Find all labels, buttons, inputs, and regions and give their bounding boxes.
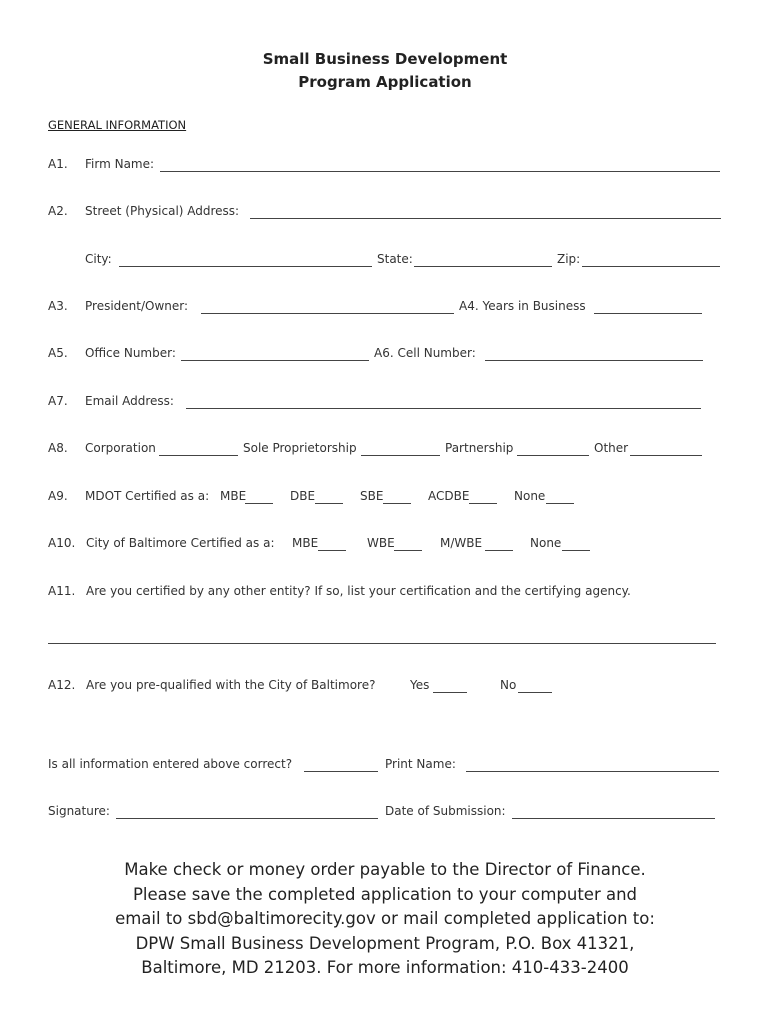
form-title-line-2: Program Application (298, 73, 472, 91)
signature-label: Signature: (48, 804, 110, 818)
field-number-a5: A5. (48, 346, 68, 360)
information-correct-label: Is all information entered above correct? (48, 757, 293, 771)
prequalified-yes-blank[interactable] (433, 678, 467, 693)
zip-label: Zip: (557, 252, 581, 266)
city-mwbe-blank[interactable] (485, 536, 513, 551)
row-a9 (0, 489, 770, 509)
other-certification-field[interactable] (48, 629, 716, 644)
city-none-blank[interactable] (562, 536, 590, 551)
instructions-line-4: DPW Small Business Development Program, P.O. Box 41321, (135, 933, 635, 953)
email-address-field[interactable] (186, 394, 701, 409)
sole-proprietorship-blank[interactable] (361, 441, 440, 456)
field-number-a8: A8. (48, 441, 68, 455)
mdot-mbe-blank[interactable] (245, 489, 273, 504)
partnership-label: Partnership (445, 441, 514, 455)
president-owner-label: President/Owner: (85, 299, 189, 313)
state-field[interactable] (414, 252, 552, 267)
row-a2 (0, 204, 770, 224)
city-mbe-blank[interactable] (318, 536, 346, 551)
field-number-a9: A9. (48, 489, 68, 503)
mdot-dbe-blank[interactable] (315, 489, 343, 504)
prequalified-question: Are you pre-qualified with the City of Baltimore? (86, 678, 376, 692)
street-address-field[interactable] (250, 204, 721, 219)
other-label: Other (594, 441, 629, 455)
instructions-line-1: Make check or money order payable to the Director of Finance. (124, 860, 646, 879)
field-number-a10: A10. (48, 536, 76, 550)
instructions-line-2: Please save the completed application to your computer and (132, 884, 638, 904)
submission-instructions (0, 858, 770, 981)
mdot-mbe-label: MBE (220, 489, 247, 503)
city-label: City: (85, 252, 112, 266)
row-a11 (0, 584, 770, 604)
field-number-a3: A3. (48, 299, 68, 313)
row-signature (0, 804, 770, 824)
mdot-certified-label: MDOT Certified as a: (85, 489, 210, 503)
form-title-line-1: Small Business Development (262, 50, 508, 68)
date-of-submission-field[interactable] (512, 804, 715, 819)
city-certified-label: City of Baltimore Certified as a: (86, 536, 275, 550)
office-number-field[interactable] (181, 346, 369, 361)
print-name-label: Print Name: (385, 757, 456, 771)
print-name-field[interactable] (466, 757, 719, 772)
field-number-a12: A12. (48, 678, 76, 692)
row-a5-a6 (0, 346, 770, 366)
section-heading-general-information: GENERAL INFORMATION (48, 118, 187, 132)
field-number-a2: A2. (48, 204, 68, 218)
years-in-business-field[interactable] (594, 299, 702, 314)
mdot-acdbe-label: ACDBE (428, 489, 470, 503)
prequalified-no-blank[interactable] (518, 678, 552, 693)
mdot-none-blank[interactable] (546, 489, 574, 504)
instructions-line-5: Baltimore, MD 21203. For more information: 410-433-2400 (141, 958, 629, 977)
cell-number-field[interactable] (485, 346, 703, 361)
city-field[interactable] (119, 252, 372, 267)
firm-name-label: Firm Name: (85, 157, 155, 171)
row-a12 (0, 678, 770, 698)
row-verification (0, 757, 770, 777)
partnership-blank[interactable] (517, 441, 589, 456)
row-city-state-zip (0, 252, 770, 272)
instructions-line-3: email to sbd@baltimorecity.gov or mail completed application to: (115, 909, 655, 928)
date-of-submission-label: Date of Submission: (385, 804, 506, 818)
field-number-a11: A11. (48, 584, 76, 598)
prequalified-yes-label: Yes (410, 678, 430, 692)
mdot-dbe-label: DBE (290, 489, 316, 503)
city-none-label: None (530, 536, 562, 550)
state-label: State: (377, 252, 413, 266)
field-number-a7: A7. (48, 394, 68, 408)
email-address-label: Email Address: (85, 394, 174, 408)
city-wbe-blank[interactable] (394, 536, 422, 551)
president-owner-field[interactable] (201, 299, 454, 314)
firm-name-field[interactable] (160, 157, 720, 172)
mdot-acdbe-blank[interactable] (469, 489, 497, 504)
mdot-sbe-blank[interactable] (383, 489, 411, 504)
field-number-a1: A1. (48, 157, 68, 171)
prequalified-no-label: No (500, 678, 517, 692)
signature-field[interactable] (116, 804, 378, 819)
corporation-label: Corporation (85, 441, 156, 455)
other-certification-question: Are you certified by any other entity? If so, list your certification and the certifying agency. (86, 584, 631, 598)
other-blank[interactable] (630, 441, 702, 456)
city-wbe-label: WBE (367, 536, 395, 550)
years-in-business-label: A4. Years in Business (459, 299, 586, 313)
office-number-label: Office Number: (85, 346, 176, 360)
mdot-none-label: None (514, 489, 546, 503)
row-a7 (0, 394, 770, 414)
row-a11-answer (0, 629, 770, 649)
row-a8 (0, 441, 770, 461)
city-mbe-label: MBE (292, 536, 319, 550)
mdot-sbe-label: SBE (360, 489, 384, 503)
information-correct-field[interactable] (304, 757, 378, 772)
row-a3-a4 (0, 299, 770, 319)
row-a1 (0, 157, 770, 177)
city-mwbe-label: M/WBE (440, 536, 483, 550)
street-address-label: Street (Physical) Address: (85, 204, 240, 218)
cell-number-label: A6. Cell Number: (374, 346, 476, 360)
sole-proprietorship-label: Sole Proprietorship (243, 441, 357, 455)
zip-field[interactable] (582, 252, 720, 267)
row-a10 (0, 536, 770, 556)
corporation-blank[interactable] (159, 441, 238, 456)
